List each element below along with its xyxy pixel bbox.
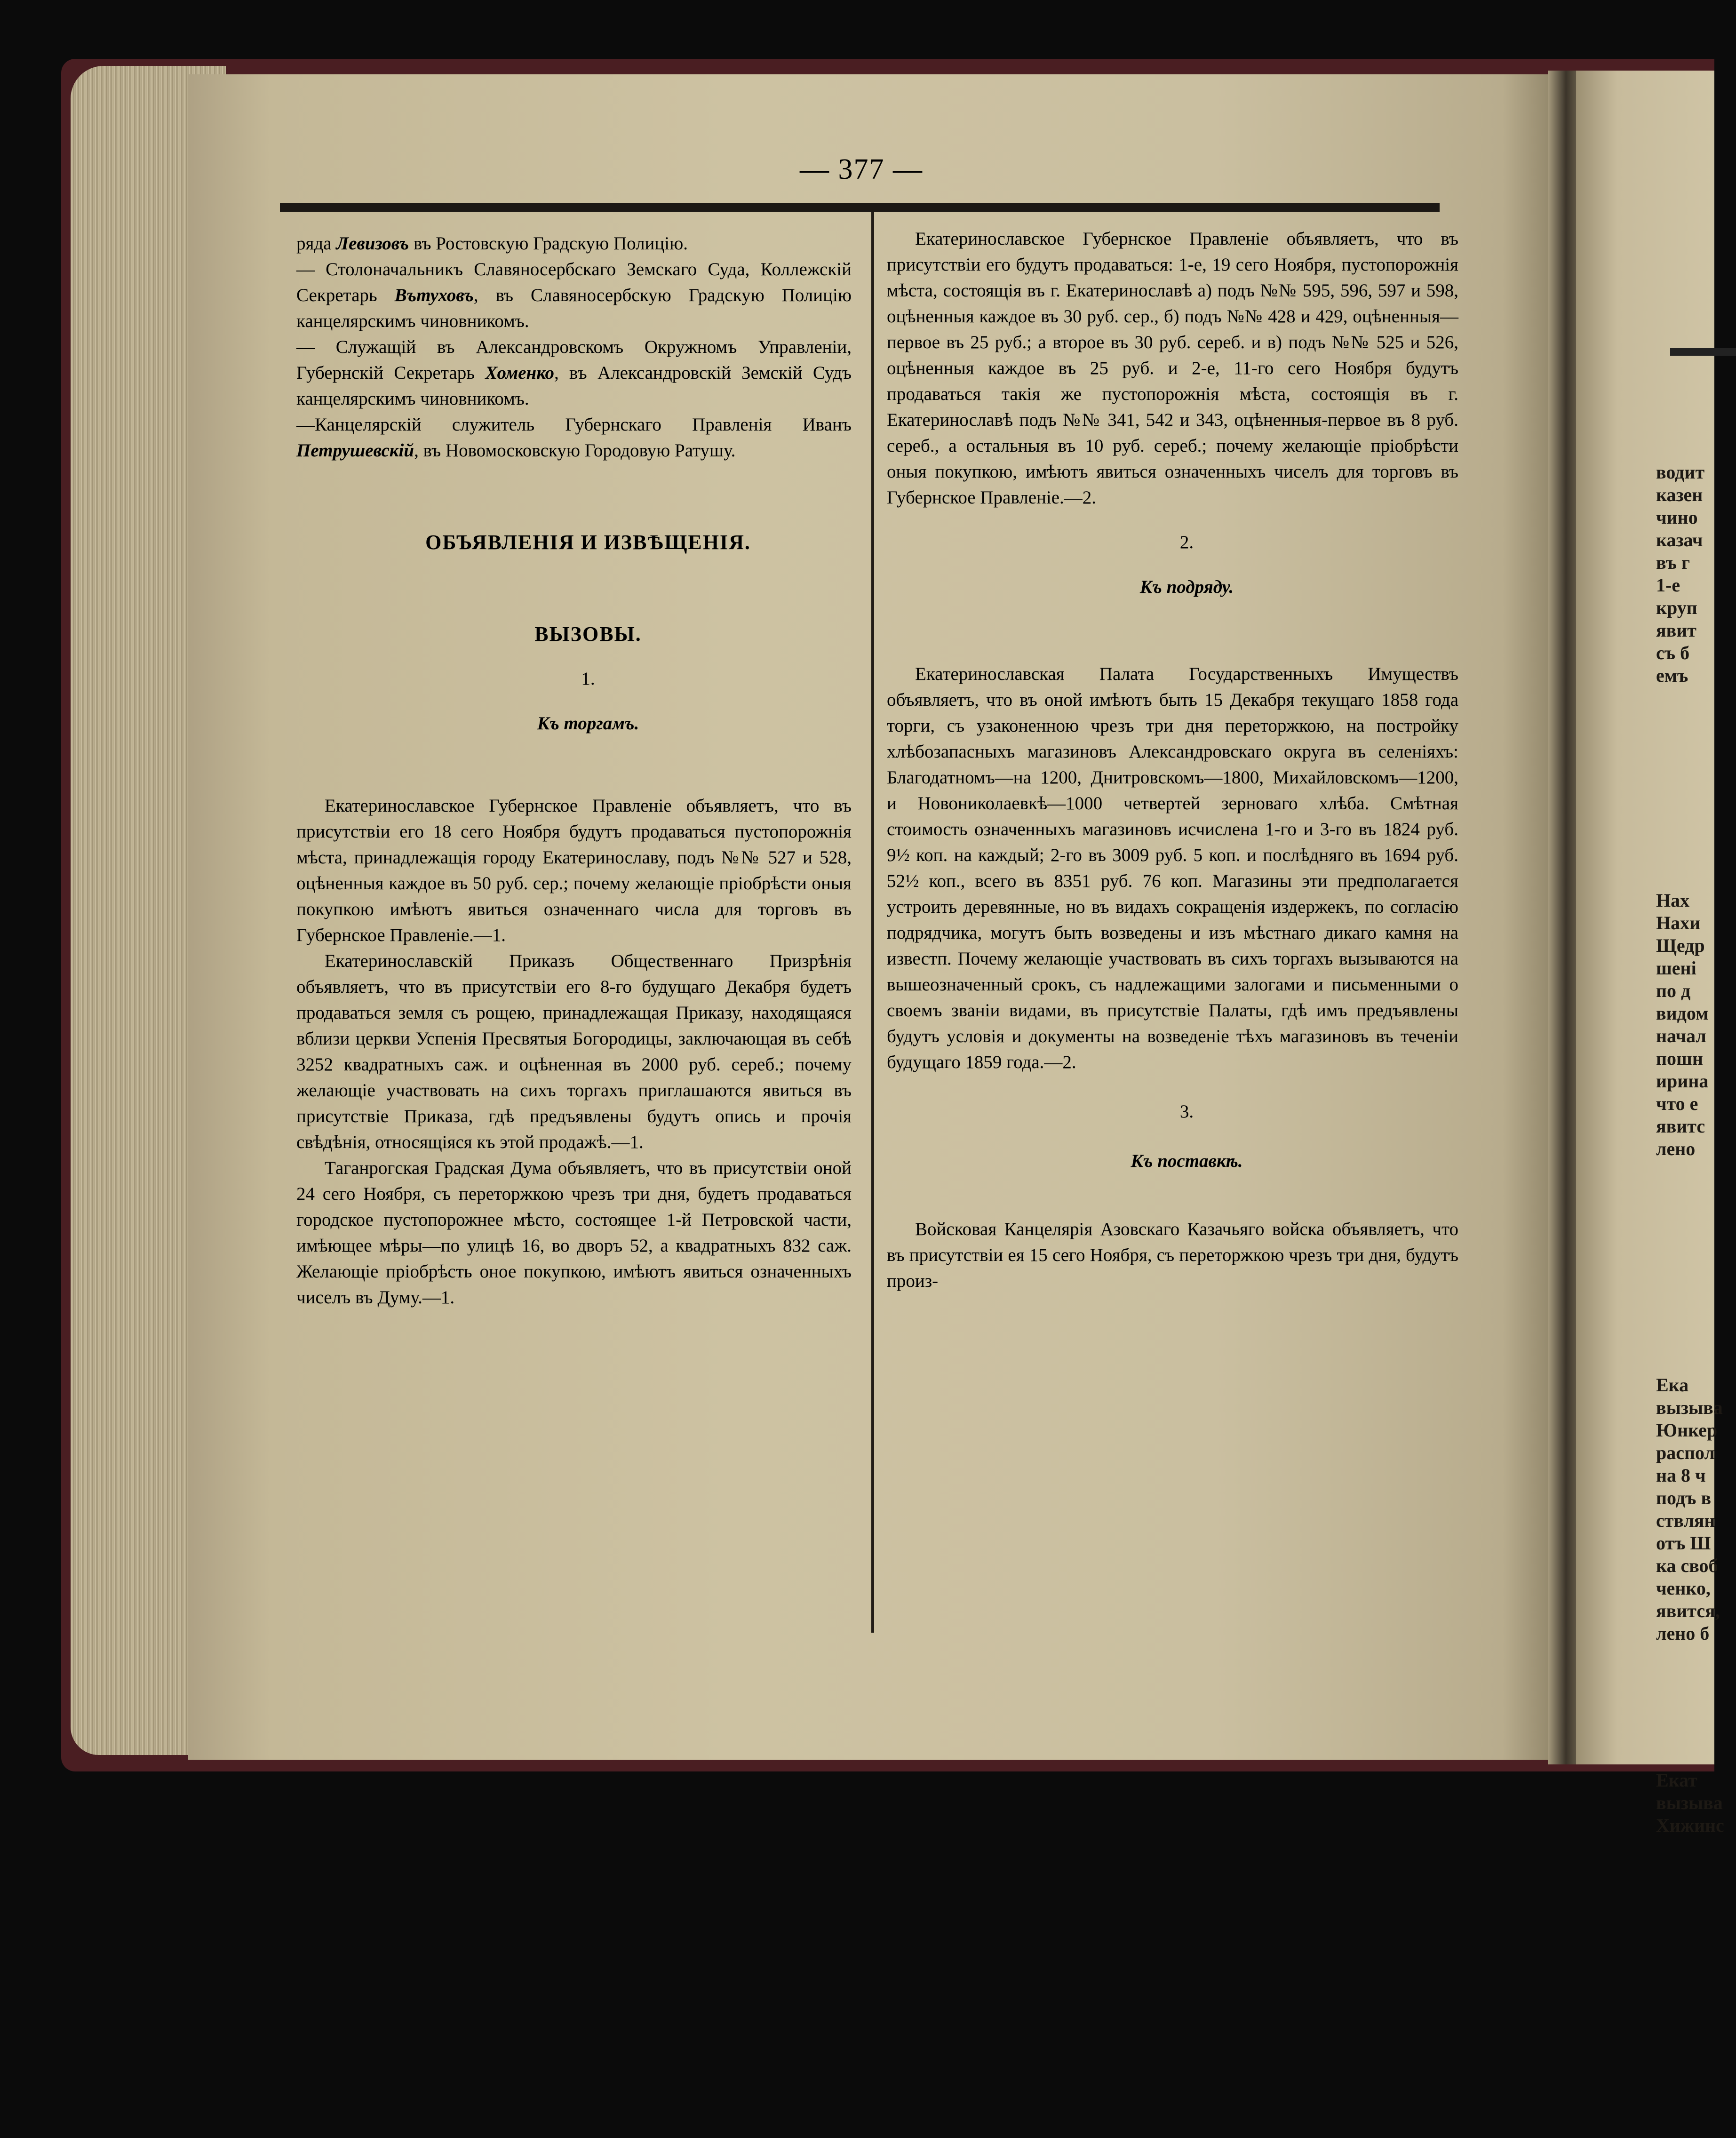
item-1-paragraph-3: Таганрогская Градская Дума объявляетъ, что въ присутствіи оной 24 сего Ноября, съ переторжкою чрезъ три дня, будетъ продаваться городское пустопорожнее мѣсто, состоящее 1-й Петровской части, имѣющее мѣры—по улицѣ 16, во дворъ 52, а квадратныхъ 832 саж. Желающіе пріобрѣсть оное покупкою, имѣютъ явиться означенныхъ чиселъ въ Думу.—1. bbox=[296, 1158, 852, 1308]
page-number: — 377 — bbox=[800, 153, 923, 185]
next-page-edge bbox=[1576, 71, 1724, 1836]
item-3-heading: Къ поставкѣ. bbox=[1131, 1151, 1243, 1171]
left-column bbox=[296, 231, 852, 1310]
next-page-text-block-2: Нах Нахи Щедр шені по д видом начал пошн ирина что е явитс лено bbox=[1656, 890, 1709, 1159]
header-rule bbox=[280, 203, 1440, 212]
left-intro-para-3: — Служащій въ Александровскомъ Окружномъ Управленіи, Губернскій Секретарь Хоменко, въ Александровскій Земскій Судъ канцелярскимъ чиновникомъ. bbox=[296, 337, 852, 409]
item-3-number: 3. bbox=[1179, 1101, 1194, 1122]
item-1-paragraph-2: Екатеринославскій Приказъ Общественнаго Призрѣнія объявляетъ, что въ присутствіи его 8-го будущаго Декабря будетъ продаваться земля съ рощею, принадлежащая Приказу, находящаяся вблизи церкви Успенія Пресвятыя Богородицы, заключающая въ себѣ 3252 квадратныхъ саж. и оцѣненная въ 2000 руб. сереб.; почему желающіе участвовать на сихъ торгахъ приглашаются явиться въ присутствіе Приказа, гдѣ предъявлены будутъ опись и прочія свѣдѣнія, относящіяся къ этой продажѣ.—1. bbox=[296, 951, 852, 1152]
left-intro-para-4: —Канцелярскій служитель Губернскаго Правленія Иванъ Петрушевскій, въ Новомосковскую Городовую Ратушу. bbox=[296, 415, 852, 461]
right-paragraph-top: Екатеринославское Губернское Правленіе объявляетъ, что въ присутствіи его будутъ продаваться: 1-е, 19 сего Ноября, пустопорожнія мѣста, состоящія въ г. Екатеринославѣ а) подъ №№ 595, 596, 597 и 598, оцѣненныя каждое въ 30 руб. сер., б) подъ №№ 428 и 429, оцѣненныя—первое въ 25 руб.; а второе въ 30 руб. сереб. и в) подъ №№ 525 и 526, оцѣненныя каждое въ 25 руб. и 2-е, 11-го сего Ноября будутъ продаваться такія же пустопорожнія мѣста, состоящія въ г. Екатеринославѣ подъ №№ 341, 542 и 343, оцѣненныя-первое въ 8 руб. сереб., а остальныя въ 10 руб. сереб.; почему желающіе пріобрѣсти оныя покупкою, имѣютъ явиться означенныхъ чиселъ для торговъ въ Губернское Правленіе.—2. bbox=[887, 229, 1458, 508]
next-page-rule bbox=[1670, 348, 1736, 356]
item-1-paragraph-1: Екатеринославское Губернское Правленіе объявляетъ, что въ присутствіи его 18 сего Ноября будутъ продаваться пустопорожнія мѣста, принадлежащія городу Екатеринославу, подъ №№ 527 и 528, оцѣненныя каждое въ 50 руб. сер.; почему желающіе пріобрѣсти оныя покупкою имѣютъ явиться означеннаго числа для торговъ въ Губернское Правленіе.—1. bbox=[296, 796, 852, 945]
item-1-heading: Къ торгамъ. bbox=[537, 713, 639, 734]
section-title: ОБЪЯВЛЕНІЯ И ИЗВѢЩЕНІЯ. bbox=[425, 531, 751, 554]
item-3-paragraph: Войсковая Канцелярія Азовскаго Казачьяго войска объявляетъ, что въ присутствіи ея 15 сего Ноября, съ переторжкою чрезъ три дня, будутъ произ- bbox=[887, 1219, 1458, 1291]
next-page-text-block-4: Екат вызыва Хижинс bbox=[1656, 1770, 1724, 1836]
item-2-paragraph: Екатеринославская Палата Государственныхъ Имуществъ объявляетъ, что въ оной имѣютъ быть 15 Декабря текущаго 1858 года торги, съ узаконенною чрезъ три дня переторжкою, на постройку хлѣбозапасныхъ магазиновъ Александровскаго округа въ селеніяхъ: Благодатномъ—на 1200, Днитровскомъ—1800, Михайловскомъ—1200, и Новониколаевкѣ—1000 четвертей зерноваго хлѣба. Смѣтная стоимость означенныхъ магазиновъ исчислена 1-го и 3-го въ 1824 руб. 9½ коп. на каждый; 2-го въ 3009 руб. 5 коп. и послѣдняго въ 1694 руб. 52½ коп., всего въ 8351 руб. 76 коп. Магазины эти предполагается устроить деревянные, но въ видахъ сокращенія издержекъ, по согласію подрядчика, могутъ быть возведены и изъ мѣстнаго дикаго камня на известп. Почему желающіе участвовать въ сихъ торгахъ вызываются на вышеозначенный срокъ, съ надлежащими залогами и письменными о своемъ званіи видами, въ присутствіе Палаты, гдѣ имъ предъявлены будутъ условія и документы на возведеніе тѣхъ магазиновъ въ теченіи будущаго 1859 года.—2. bbox=[887, 664, 1458, 1072]
item-1-number: 1. bbox=[581, 669, 595, 689]
left-intro-para-1: ряда Левизовъ въ Ростовскую Градскую Полицію. bbox=[296, 233, 688, 254]
left-intro-para-2: — Столоначальникъ Славяносербскаго Земскаго Суда, Коллежскій Секретарь Вътуховъ, въ Славяносербскую Градскую Полицію канцелярскимъ чиновникомъ. bbox=[296, 259, 852, 331]
item-2-number: 2. bbox=[1179, 532, 1194, 552]
next-page-text-block-3: Ека вызыва Юнкер распол на 8 ч подъ в ствлян отъ Ш ка своб ченко, явится, лено б bbox=[1656, 1374, 1723, 1644]
column-divider bbox=[871, 212, 874, 1633]
subsection-title: ВЫЗОВЫ. bbox=[534, 622, 642, 646]
item-2-heading: Къ подряду. bbox=[1139, 577, 1234, 597]
right-column bbox=[887, 226, 1458, 1294]
next-page-text-block-1: водит казен чино казач въ г 1-е круп явит съ б емъ bbox=[1656, 462, 1705, 686]
